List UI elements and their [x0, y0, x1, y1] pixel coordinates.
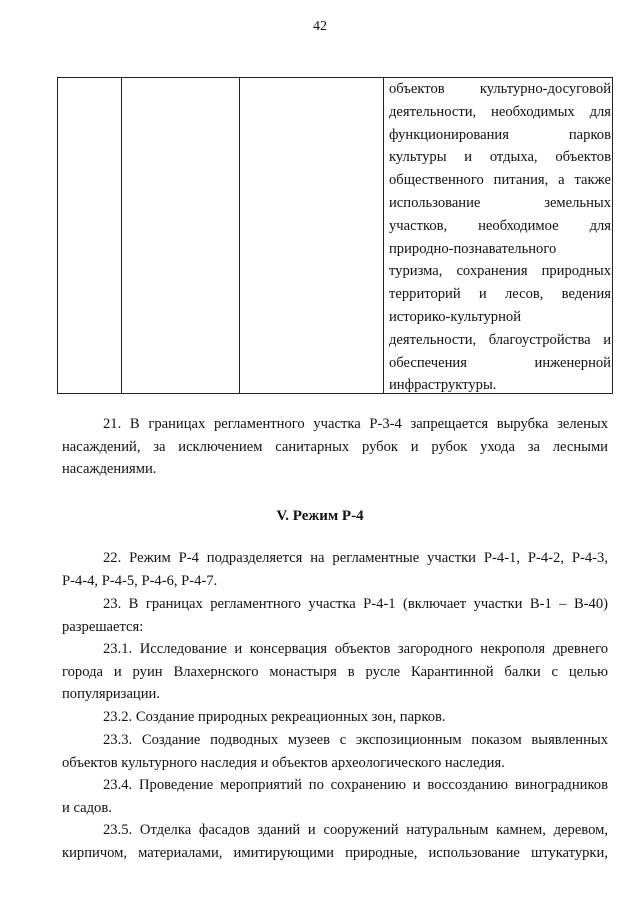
item-23-1 — [62, 638, 608, 706]
text-line: популяризации. — [62, 686, 160, 703]
cell-line: общественного питания, а также — [389, 172, 611, 189]
text-line: города и руин Влахернского монастыря в русле Карантинной балки с целью — [62, 663, 608, 680]
text-line: объектов культурного наследия и объектов археологического наследия. — [62, 754, 505, 771]
cell-line: деятельности, благоустройства и — [389, 331, 611, 348]
cell-line: объектов культурно-досуговой — [389, 81, 611, 97]
text-line: 23. В границах регламентного участка Р-4-1 (включает участки В-1 – В-40) — [103, 596, 608, 612]
cell-line: культуры и отдыха, объектов — [389, 149, 611, 166]
table-column-divider — [383, 78, 384, 393]
table-column-divider — [121, 78, 122, 393]
cell-line: историко-культурной — [389, 308, 521, 325]
cell-line: территорий и лесов, ведения — [389, 286, 611, 303]
text-line: 23.4. Проведение мероприятий по сохранению и воссозданию виноградников — [103, 777, 608, 793]
text-line: 21. В границах регламентного участка Р-3-4 запрещается вырубка зеленых — [103, 416, 608, 432]
text-line: 23.2. Создание природных рекреационных зон, парков. — [103, 709, 446, 725]
cell-line: использование земельных — [389, 194, 611, 211]
cell-line: туризма, сохранения природных — [389, 263, 611, 280]
paragraph-23 — [62, 593, 608, 638]
text-line: и садов. — [62, 799, 112, 816]
cell-line: обеспечения инженерной — [389, 354, 611, 371]
paragraph-21 — [62, 413, 608, 481]
text-line: кирпичом, материалами, имитирующими природные, использование штукатурки, — [62, 844, 608, 861]
text-line: Р-4-4, Р-4-5, Р-4-6, Р-4-7. — [62, 572, 218, 589]
text-line: 23.3. Создание подводных музеев с экспозиционным показом выявленных — [103, 732, 608, 748]
section-heading: V. Режим Р-4 — [276, 508, 364, 524]
item-23-2 — [62, 706, 608, 729]
cell-line: деятельности, необходимых для — [389, 103, 611, 120]
text-line: насаждениями. — [62, 461, 157, 478]
text-line: разрешается: — [62, 618, 144, 635]
text-line: насаждений, за исключением санитарных рубок и рубок ухода за лесными — [62, 438, 608, 455]
cell-line: участков, необходимое для — [389, 217, 611, 234]
item-23-5 — [62, 819, 608, 864]
text-line: 22. Режим Р-4 подразделяется на регламентные участки Р-4-1, Р-4-2, Р-4-3, — [103, 550, 608, 566]
text-line: 23.1. Исследование и консервация объектов загородного некрополя древнего — [103, 641, 608, 657]
table-cell-description — [389, 78, 611, 397]
continuation-table — [57, 77, 613, 394]
item-23-4 — [62, 774, 608, 819]
text-line: 23.5. Отделка фасадов зданий и сооружений натуральным камнем, деревом, — [103, 822, 608, 838]
cell-line: функционирования парков — [389, 126, 611, 143]
item-23-3 — [62, 729, 608, 774]
paragraph-22 — [62, 547, 608, 592]
cell-line: инфраструктуры. — [389, 377, 497, 394]
page-number: 42 — [313, 19, 327, 34]
cell-line: природно-познавательного — [389, 240, 557, 257]
table-column-divider — [239, 78, 240, 393]
